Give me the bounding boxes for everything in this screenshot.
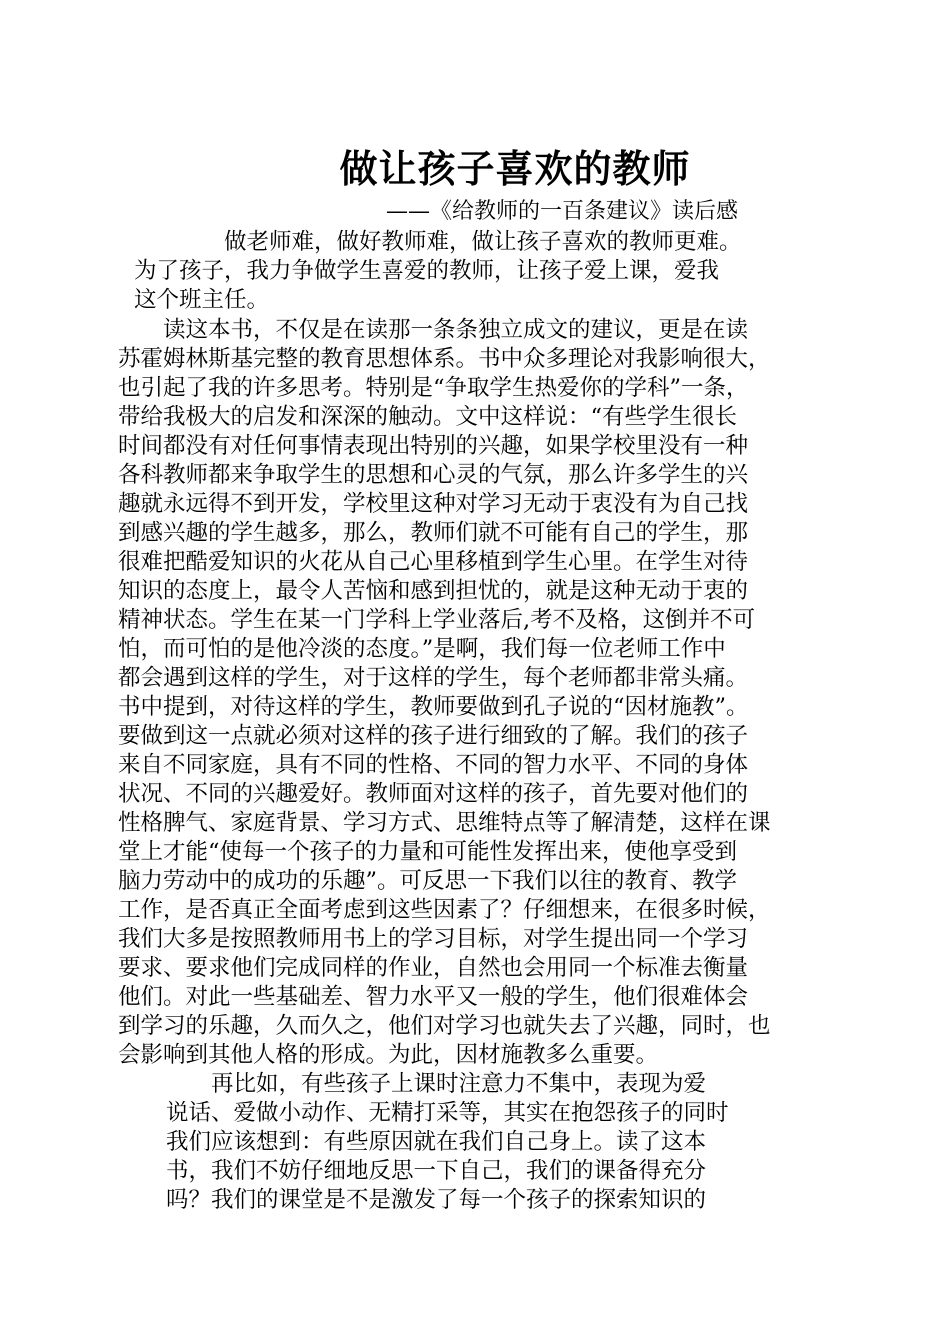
- paragraph-line: 怕，而可怕的是他冷淡的态度。”是啊，我们每一位老师工作中: [118, 636, 726, 662]
- paragraph-line: 状况、不同的兴趣爱好。教师面对这样的孩子，首先要对他们的: [118, 781, 749, 807]
- paragraph-line: 来自不同家庭，具有不同的性格、不同的智力水平、不同的身体: [118, 752, 749, 778]
- paragraph-line: 知识的态度上，最令人苦恼和感到担忧的，就是这种无动于衷的: [118, 578, 749, 604]
- paragraph-line: 苏霍姆林斯基完整的教育思想体系。书中众多理论对我影响很大，: [118, 346, 771, 372]
- paragraph-line: 再比如，有些孩子上课时注意力不集中，表现为爱: [166, 1071, 707, 1097]
- paragraph-line: 书中提到，对待这样的学生，教师要做到孔子说的“因材施教”。: [118, 694, 749, 720]
- paragraph-line: 书，我们不妨仔细地反思一下自己，我们的课备得充分: [166, 1158, 707, 1184]
- paragraph-line: 吗？我们的课堂是不是激发了每一个孩子的探索知识的: [166, 1187, 707, 1213]
- paragraph-line: 各科教师都来争取学生的思想和心灵的气氛，那么许多学生的兴: [118, 462, 749, 488]
- paragraph-line: 脑力劳动中的成功的乐趣”。可反思一下我们以往的教育、教学: [118, 868, 738, 894]
- paragraph-line: 他们。对此一些基础差、智力水平又一般的学生，他们很难体会: [118, 984, 749, 1010]
- paragraph-line: 会影响到其他人格的形成。为此，因材施教多么重要。: [118, 1042, 659, 1068]
- paragraph-line: 要做到这一点就必须对这样的孩子进行细致的了解。我们的孩子: [118, 723, 749, 749]
- paragraph-line: 工作，是否真正全面考虑到这些因素了？仔细想来，在很多时候，: [118, 897, 771, 923]
- paragraph-line: 为了孩子，我力争做学生喜爱的教师，让孩子爱上课，爱我: [134, 258, 720, 284]
- paragraph-line: 到感兴趣的学生越多，那么，教师们就不可能有自己的学生，那: [118, 520, 749, 546]
- paragraph-line: 我们应该想到：有些原因就在我们自己身上。读了这本: [166, 1129, 707, 1155]
- document-title: 做让孩子喜欢的教师: [339, 146, 691, 191]
- paragraph-line: 时间都没有对任何事情表现出特别的兴趣，如果学校里没有一种: [118, 433, 749, 459]
- paragraph-line: 要求、要求他们完成同样的作业，自然也会用同一个标准去衡量: [118, 955, 749, 981]
- paragraph-line: 带给我极大的启发和深深的触动。文中这样说：“有些学生很长: [118, 404, 738, 430]
- paragraph-line: 性格脾气、家庭背景、学习方式、思维特点等了解清楚，这样在课: [118, 810, 771, 836]
- paragraph-line: 都会遇到这样的学生，对于这样的学生，每个老师都非常头痛。: [118, 665, 749, 691]
- document-subtitle: ——《给教师的一百条建议》读后感: [386, 199, 739, 224]
- paragraph-line: 说话、爱做小动作、无精打采等，其实在抱怨孩子的同时: [166, 1100, 729, 1126]
- paragraph-line: 这个班主任。: [134, 287, 270, 313]
- paragraph-line: 读这本书，不仅是在读那一条条独立成文的建议，更是在读: [118, 317, 749, 343]
- paragraph-line: 我们大多是按照教师用书上的学习目标，对学生提出同一个学习: [118, 926, 749, 952]
- paragraph-line: 做老师难，做好教师难，做让孩子喜欢的教师更难。: [134, 229, 742, 255]
- paragraph-line: 精神状态。学生在某一门学科上学业落后,考不及格，这倒并不可: [118, 607, 756, 633]
- paragraph-line: 趣就永远得不到开发，学校里这种对学习无动于衷没有为自己找: [118, 491, 749, 517]
- paragraph-line: 到学习的乐趣，久而久之，他们对学习也就失去了兴趣，同时，也: [118, 1013, 771, 1039]
- paragraph-line: 堂上才能“使每一个孩子的力量和可能性发挥出来，使他享受到: [118, 839, 738, 865]
- paragraph-line: 很难把酷爱知识的火花从自己心里移植到学生心里。在学生对待: [118, 549, 749, 575]
- paragraph-line: 也引起了我的许多思考。特别是“争取学生热爱你的学科”一条，: [118, 375, 749, 401]
